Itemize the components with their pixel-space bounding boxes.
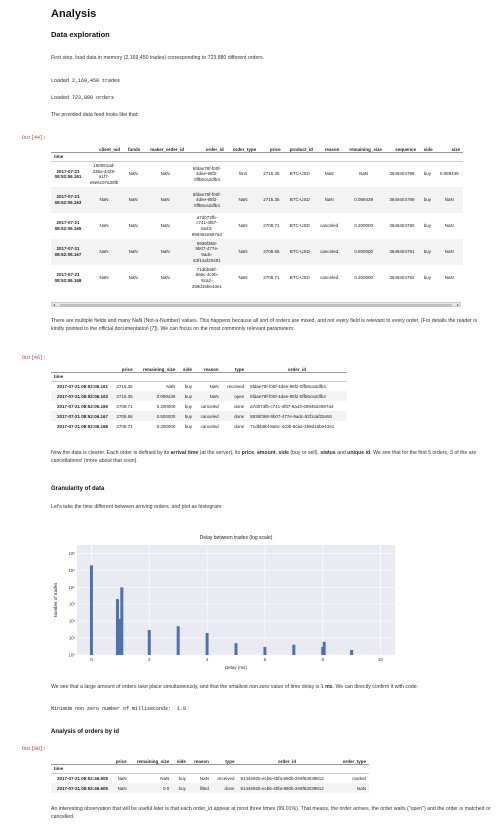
table-cell-type: received — [227, 383, 245, 389]
table-cell-client-oid: NaN — [99, 197, 109, 203]
table-cell-client-oid: NaN — [99, 275, 109, 281]
table-cell-order-id: 6fdae78f-f00f-4dee-95f2-0ffb6ca2dfb4 — [250, 393, 326, 399]
index-name-row — [51, 372, 347, 381]
table-cell-size: NaN — [444, 223, 454, 229]
index-spacer — [316, 152, 342, 161]
table-cell-remaining-size: 0.089439 — [354, 197, 373, 203]
column-header: side — [419, 138, 436, 152]
section-heading-analysis-orders: Analysis of orders by id — [51, 729, 120, 735]
table-cell-maker-order-id: NaN — [160, 275, 170, 281]
table-cell-order-id: 9144e925-ecb6-40fa-880b-2e9f63039812 — [240, 775, 324, 781]
table-cell-order-type: NaN — [356, 785, 366, 791]
table-cell-order-id: 5936f368- 9b07-477e- 9adc- 83f14af25491 — [193, 240, 221, 263]
text-run: Now the data is clearer. Each order is defined by its — [51, 450, 171, 456]
dataframe-relevant-fields — [51, 358, 347, 431]
table-cell-side: buy — [184, 423, 193, 429]
table-cell-order-id: a7d073fb-c741-4f87-8a43-699462e597a4 — [250, 403, 334, 409]
plot-area — [77, 545, 395, 655]
table-cell-reason: canceled — [320, 275, 339, 281]
y-tick-labels — [69, 551, 76, 658]
column-header: price — [259, 138, 284, 152]
index-spacer — [259, 152, 284, 161]
table-cell-order-type: NaN — [238, 249, 248, 255]
row-index-time: 2017-07-21 08:52:06.168 — [56, 423, 108, 429]
dataframe-raw-feed — [51, 138, 463, 291]
histogram-bar — [350, 650, 353, 655]
text-bold: status — [320, 450, 336, 456]
index-name: time — [51, 764, 111, 773]
y-axis-label: Number of trades — [53, 582, 58, 618]
row-index-time: 2017-07-21 08:52:06.161 — [54, 168, 82, 180]
table-cell-funds: NaN — [128, 197, 138, 203]
output-min-delay: Minimum non zero number of milliseconds: 1.0 — [51, 706, 187, 712]
chart-title: Delay between trades (log scale) — [199, 535, 273, 541]
column-header: size — [436, 138, 463, 152]
x-tick-label: 4 — [205, 657, 209, 662]
text-run: We see that a large amount of orders take place simultaneously, and that the smallest — [51, 684, 250, 690]
column-header: type — [212, 750, 238, 764]
index-spacer — [419, 152, 436, 161]
column-header: sequence — [385, 138, 419, 152]
column-header: side — [172, 750, 189, 764]
x-tick-labels — [90, 657, 383, 662]
index-spacer — [222, 372, 248, 381]
horizontal-scrollbar[interactable] — [51, 302, 461, 307]
table-cell-type: done — [234, 423, 245, 429]
table-cell-price: 2708.66 — [263, 249, 280, 255]
x-tick-label: 8 — [321, 657, 324, 662]
table-cell-remaining-size: 0.200000 — [156, 423, 176, 429]
table-cell-order-id: 71dbb9bf-8a6c-4c0b-8ca2-259d16be43e1 — [250, 423, 335, 429]
y-tick-label: 10³ — [68, 601, 75, 607]
x-tick-label: 0 — [90, 657, 93, 662]
table-corner — [51, 138, 85, 152]
text-bold: price — [241, 450, 255, 456]
text-bold: amount — [256, 450, 276, 456]
table-cell-client-oid: NaN — [99, 249, 109, 255]
table-header-row — [51, 358, 347, 372]
clearer-paragraph — [51, 449, 491, 465]
table-cell-price: NaN — [117, 785, 127, 791]
table-cell-maker-order-id: NaN — [160, 223, 170, 229]
table-cell-reason: canceled — [200, 403, 219, 409]
table-row — [51, 381, 347, 391]
table-cell-maker-order-id: NaN — [160, 171, 170, 177]
column-header: order_id — [237, 750, 336, 764]
table-cell-reason: canceled — [320, 249, 339, 255]
table-cell-side: buy — [423, 275, 431, 281]
table-cell-price: 2708.66 — [116, 413, 133, 419]
section-heading-granularity: Granularity of data — [51, 486, 105, 492]
table-cell-side: buy — [423, 249, 431, 255]
table-cell-price: 2708.71 — [116, 403, 133, 409]
table-cell-remaining-size: 0.500000 — [156, 413, 176, 419]
table-cell-side: buy — [184, 403, 193, 409]
table-cell-order-id: 6fdae78f-f00f- 4dee-95f2- 0ffb6ca2dfb4 — [192, 191, 221, 208]
table-cell-funds: NaN — [128, 223, 138, 229]
column-header: price — [111, 358, 136, 372]
table-cell-funds: NaN — [128, 275, 138, 281]
column-header: client_oid — [85, 138, 123, 152]
table-cell-type: done — [234, 403, 245, 409]
table-cell-maker-order-id: NaN — [160, 197, 170, 203]
text-run: and — [335, 450, 348, 456]
table-cell-remaining-size: 0.0 — [163, 785, 170, 791]
table-cell-funds: NaN — [128, 249, 138, 255]
table-cell-type: open — [234, 393, 245, 399]
output-prompt-44: Out[44]: — [22, 135, 47, 141]
histogram-bar — [292, 645, 295, 655]
index-spacer — [195, 372, 222, 381]
table-cell-order-id: 6fdae78f-f00f-4dee-95f2-0ffb6ca2dfb4 — [250, 383, 326, 389]
index-spacer — [284, 152, 316, 161]
column-header: remaining_size — [130, 750, 173, 764]
index-spacer — [436, 152, 463, 161]
table-header-row — [51, 750, 369, 764]
table-cell-side: buy — [178, 785, 186, 791]
table-cell-client-oid: 150051ad- 336a-4429- a1f7- e9e6c07a30fb — [89, 163, 119, 185]
row-index-time: 2017-07-21 08:52:06.163 — [54, 194, 82, 205]
table-cell-side: buy — [423, 171, 431, 177]
text-run: . We see that for the first 5 orders, 3 of the are cancellations! (more about that soon). — [51, 450, 477, 464]
table-cell-reason: canceled — [200, 423, 219, 429]
text-italic: non zero — [249, 684, 270, 690]
table-cell-price: 2715.35 — [263, 197, 280, 203]
table-cell-side: buy — [178, 775, 186, 781]
index-name-row — [51, 152, 463, 161]
scrollbar-thumb[interactable] — [60, 304, 452, 307]
text-bold: unique id — [347, 450, 371, 456]
page-title: Analysis — [51, 8, 97, 20]
table-cell-side: buy — [184, 413, 193, 419]
y-tick-label: 10⁴ — [68, 584, 75, 590]
index-spacer — [342, 152, 384, 161]
output-prompt-46: Out[46]: — [22, 355, 47, 361]
table-cell-order-id: 6fdae78f-f00f- 4dee-95f2- 0ffb6ca2dfb4 — [192, 165, 221, 183]
table-cell-reason: NaN — [209, 383, 219, 389]
table-header-row — [51, 138, 463, 152]
table-cell-size: NaN — [444, 275, 454, 281]
section-heading-data-exploration: Data exploration — [51, 30, 110, 39]
feed-text: The provided data feed looks like that: — [51, 112, 139, 118]
table-row — [51, 411, 347, 421]
table-row — [51, 161, 463, 187]
index-spacer — [237, 764, 336, 773]
histogram-bar — [235, 643, 238, 655]
column-header: order_type — [227, 138, 259, 152]
table-cell-sequence: 3649404791 — [389, 249, 415, 255]
column-header: remaining_size — [342, 138, 384, 152]
scroll-right-icon[interactable]: ▸ — [456, 302, 459, 307]
x-tick-label: 6 — [263, 657, 267, 662]
table-cell-maker-order-id: NaN — [160, 249, 170, 255]
table-row — [51, 391, 347, 401]
row-index-time: 2017-07-21 08:52:06.165 — [54, 220, 82, 231]
index-spacer — [247, 372, 347, 381]
table-cell-price: 2715.35 — [116, 383, 133, 389]
column-header: product_id — [284, 138, 316, 152]
table-cell-order-type: NaN — [238, 197, 248, 203]
table-row — [51, 421, 347, 431]
table-row — [51, 187, 463, 213]
text-run: , — [254, 450, 257, 456]
y-tick-label: 10¹ — [68, 635, 75, 641]
scroll-left-icon[interactable]: ◂ — [53, 302, 56, 307]
table-cell-remaining-size: NaN — [166, 383, 176, 389]
table-row — [51, 401, 347, 411]
index-spacer — [212, 764, 238, 773]
table-cell-remaining-size: NaN — [160, 775, 170, 781]
histogram-bar — [116, 599, 119, 655]
table-cell-order-id: 9144e925-ecb6-40fa-880b-2e9f63039812 — [240, 785, 324, 791]
table-row — [51, 213, 463, 239]
table-cell-order-type: NaN — [238, 275, 248, 281]
index-spacer — [385, 152, 419, 161]
index-name-row — [51, 764, 369, 773]
table-cell-sequence: 3649404788 — [389, 171, 415, 177]
table-cell-side: buy — [184, 393, 193, 399]
row-index-time: 2017-07-21 08:52:06.167 — [56, 413, 108, 419]
table-cell-product-id: BTC-USD — [289, 171, 310, 177]
index-spacer — [136, 372, 179, 381]
index-spacer — [178, 372, 195, 381]
column-header: price — [111, 750, 130, 764]
column-header: funds — [123, 138, 143, 152]
table-cell-order-id: a7d073fb- c741-4f87- 8a43- 699462e597a4 — [191, 214, 222, 237]
row-index-time: 2017-07-21 08:52:46.605 — [56, 785, 108, 791]
table-cell-size: NaN — [444, 249, 454, 255]
table-cell-remaining-size: NaN — [359, 171, 369, 177]
table-cell-reason: NaN — [324, 171, 334, 177]
row-index-time: 2017-07-21 08:52:06.163 — [56, 393, 108, 399]
table-corner — [51, 750, 111, 764]
output-prompt-80: Out[80]: — [22, 746, 47, 752]
table-cell-side: buy — [423, 197, 431, 203]
histogram-bar — [263, 647, 266, 655]
table-cell-price: 2708.71 — [116, 423, 133, 429]
delay-histogram-chart — [51, 528, 416, 673]
index-spacer — [111, 372, 136, 381]
row-index-time: 2017-07-21 08:52:06.161 — [56, 383, 108, 389]
table-cell-type: done — [224, 785, 235, 791]
y-tick-label: 10² — [68, 618, 75, 624]
index-spacer — [189, 764, 212, 773]
index-spacer — [143, 152, 187, 161]
table-cell-size: 0.089439 — [439, 171, 459, 177]
column-header: type — [222, 358, 248, 372]
row-index-time: 2017-07-21 08:52:46.605 — [56, 775, 108, 781]
table-cell-order-id: 71dbb9bf- 8a6c-4c0b- 8ca2- 259d16be43e1 — [191, 266, 222, 289]
table-corner — [51, 358, 111, 372]
table-cell-sequence: 3649404789 — [389, 197, 415, 203]
index-name: time — [51, 152, 85, 161]
output-loaded-orders: Loaded 723,880 orders — [51, 95, 115, 101]
after-chart-paragraph — [51, 683, 491, 691]
histogram-bar — [177, 626, 180, 655]
table-cell-sequence: 3649404792 — [389, 275, 415, 281]
table-cell-price: 2708.71 — [263, 275, 280, 281]
table-cell-remaining-size: 0.200000 — [354, 275, 373, 281]
text-run: (buy or sell), — [288, 450, 321, 456]
table-cell-price: 2708.71 — [263, 223, 280, 229]
index-spacer — [172, 764, 189, 773]
column-header: side — [178, 358, 195, 372]
y-tick-label: 10⁶ — [68, 550, 75, 556]
index-spacer — [85, 152, 123, 161]
fields-paragraph: There are multiple fields and many NaN (Not-a-Number) values. This happens because all sort of orders are mixed, and not every field is relevant to every order. (For details the reader is kindly pointed to the official documentation [7]). We can focus on the most commonly relevant parameters: — [51, 318, 478, 332]
table-cell-sequence: 3649404790 — [389, 223, 415, 229]
histogram-bar — [206, 633, 209, 655]
table-cell-price: NaN — [117, 775, 127, 781]
table-cell-remaining-size: 0.200000 — [354, 223, 373, 229]
table-cell-remaining-size: 0.500000 — [354, 249, 373, 255]
table-row — [51, 783, 369, 793]
row-index-time: 2017-07-21 08:52:06.168 — [54, 272, 82, 283]
y-tick-label: 10⁵ — [68, 567, 75, 573]
x-tick-label: 10 — [378, 657, 384, 662]
index-spacer — [337, 764, 370, 773]
table-cell-side: buy — [423, 223, 431, 229]
table-cell-reason: NaN — [209, 393, 219, 399]
column-header: maker_order_id — [143, 138, 187, 152]
table-cell-reason: NaN — [324, 197, 334, 203]
index-spacer — [130, 764, 173, 773]
table-cell-order-type: limit — [238, 171, 247, 177]
table-cell-reason: canceled — [320, 223, 339, 229]
intro-text: First step, load data in memory (2,169,450 trades) corresponding to 723,880 different orders. — [51, 55, 264, 61]
histogram-bar — [323, 642, 326, 655]
index-spacer — [187, 152, 227, 161]
x-axis-label: Delay (ms) — [225, 665, 247, 670]
table-cell-order-type: market — [352, 775, 366, 781]
table-row — [51, 773, 369, 783]
column-header: order_type — [337, 750, 370, 764]
column-header: reason — [195, 358, 222, 372]
table-cell-type: done — [234, 413, 245, 419]
table-cell-side: buy — [184, 383, 193, 389]
x-tick-label: 2 — [148, 657, 151, 662]
text-bold: arrival time — [170, 450, 199, 456]
row-index-time: 2017-07-21 08:52:06.165 — [56, 403, 108, 409]
table-cell-remaining-size: 0.089439 — [156, 393, 176, 399]
text-run: , — [275, 450, 279, 456]
table-cell-product-id: BTC-USD — [289, 223, 310, 229]
index-spacer — [123, 152, 143, 161]
table-row — [51, 239, 463, 265]
table-cell-reason: NaN — [199, 775, 209, 781]
table-cell-client-oid: NaN — [99, 223, 109, 229]
table-cell-order-type: NaN — [238, 223, 248, 229]
column-header: order_id — [247, 358, 347, 372]
table-cell-funds: NaN — [128, 171, 138, 177]
row-index-time: 2017-07-21 08:52:06.167 — [54, 246, 82, 257]
table-cell-product-id: BTC-USD — [289, 275, 310, 281]
text-run: . We can directly confirm it with code: — [332, 684, 419, 690]
column-header: reason — [316, 138, 342, 152]
column-header: remaining_size — [136, 358, 179, 372]
histogram-bar — [148, 630, 151, 655]
index-name: time — [51, 372, 111, 381]
table-cell-product-id: BTC-USD — [289, 197, 310, 203]
index-spacer — [227, 152, 259, 161]
table-cell-product-id: BTC-USD — [289, 249, 310, 255]
table-cell-price: 2715.35 — [263, 171, 280, 177]
table-cell-order-id: 5936f368-9b07-477e-9adc-83f14af25491 — [250, 413, 333, 419]
granularity-text: Let's take the time different between arriving orders, and plot as histogram — [51, 504, 222, 510]
text-run: (at the server), its — [198, 450, 242, 456]
histogram-bar — [90, 565, 93, 655]
column-header: order_id — [187, 138, 227, 152]
table-row — [51, 265, 463, 291]
table-cell-type: received — [217, 775, 235, 781]
y-tick-label: 10⁰ — [68, 652, 75, 658]
text-bold: side — [278, 450, 289, 456]
output-loaded-trades: Loaded 2,169,450 trades — [51, 78, 121, 84]
table-cell-reason: canceled — [200, 413, 219, 419]
index-spacer — [111, 764, 130, 773]
table-cell-reason: filled — [199, 785, 209, 791]
table-cell-remaining-size: 0.200000 — [156, 403, 176, 409]
dataframe-order-by-id — [51, 750, 369, 793]
histogram-bar — [120, 587, 123, 655]
final-paragraph: An interesting observation that will be useful later is that each order_id appear at most three times (99.01%). That means, the order arrives, the order waits ("open") and the order is matched or cancelled. — [51, 806, 491, 820]
text-bold: ms — [325, 684, 333, 690]
column-header: reason — [189, 750, 212, 764]
table-cell-price: 2715.35 — [116, 393, 133, 399]
table-cell-size: NaN — [444, 197, 454, 203]
text-run: value of time delay is 1 — [269, 684, 326, 690]
